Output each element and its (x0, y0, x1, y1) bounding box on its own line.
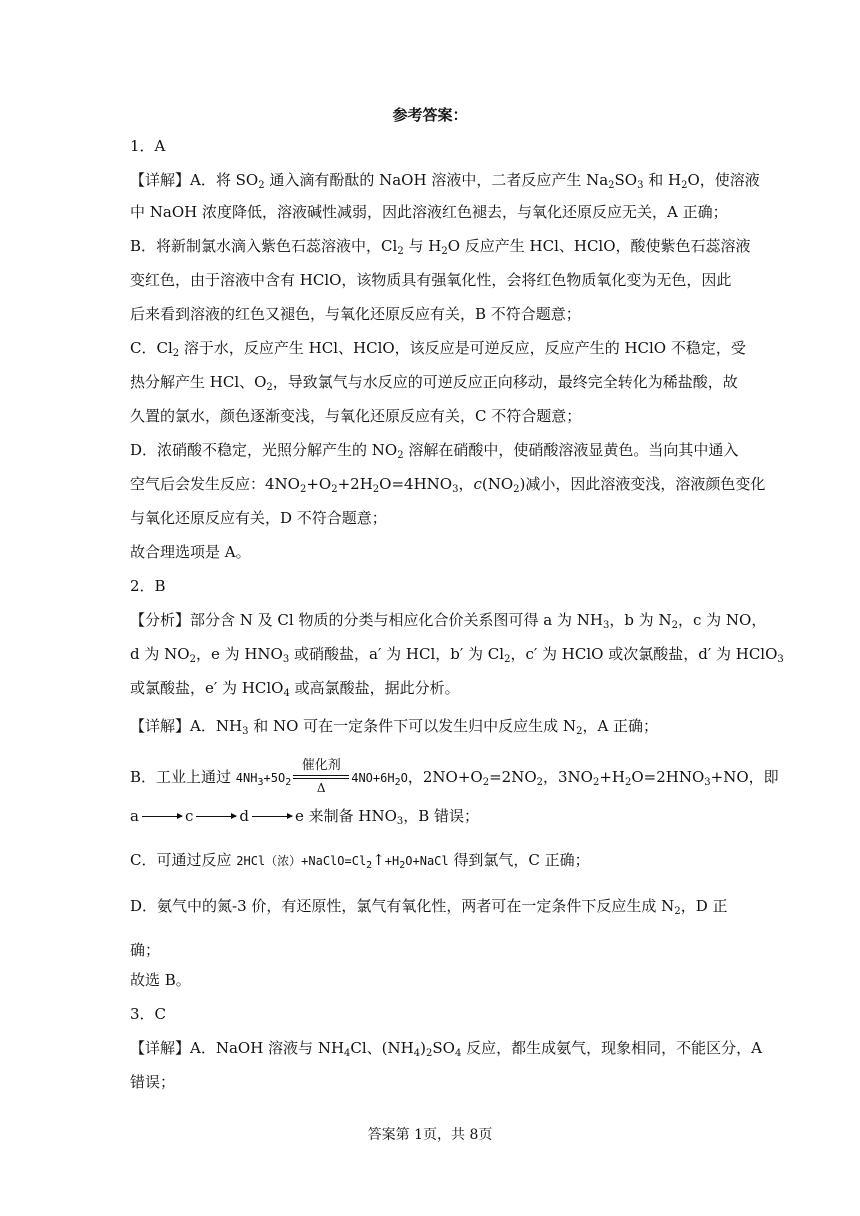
q2-detail-b: B．工业上通过 $4NH_3+5O_2$ 催化剂 Δ $4NO+6H_2O$，$2NO+O_2=2NO_2$，$3NO_2+H_2O=2HNO_3+NO$，即 (130, 758, 779, 795)
q1-line-4: 变红色，由于溶液中含有 HClO，该物质具有强氧化性，会将红色物质氧化变为无色，因此 (130, 271, 732, 289)
q1-line-6: C．$Cl_2$ 溶于水，反应产生 HCl、HClO，该反应是可逆反应，反应产生的 HClO 不稳定，受 (130, 339, 746, 359)
q1-line-5: 后来看到溶液的红色又褪色，与氧化还原反应有关，B 不符合题意； (130, 305, 581, 323)
q2-detail-b-2: a c d e 来制备 $HNO_3$，B 错误； (130, 807, 480, 827)
q2-analysis-3: 或氯酸盐，e′ 为 HClO$_4$ 或高氯酸盐，据此分析。 (130, 679, 460, 699)
q2-answer: 2．B (130, 577, 166, 595)
arrow-icon (252, 816, 292, 817)
catalyst-condition: 催化剂 Δ (293, 760, 349, 790)
q1-line-3: B．将新制氯水滴入紫色石蕊溶液中，$Cl_2$ 与 $H_2O$ 反应产生 HCl、HClO，酸使紫色石蕊溶液 (130, 237, 751, 257)
q2-analysis-1: 【分析】部分含 N 及 Cl 物质的分类与相应化合价关系图可得 a 为 $NH_3$，b 为 $N_2$，c 为 NO， (130, 611, 767, 631)
arrow-icon (196, 816, 236, 817)
page-title: 参考答案： (392, 106, 468, 124)
q2-detail-a: 【详解】A．$NH_3$ 和 NO 可在一定条件下可以发生归中反应生成 $N_2$，A 正确； (130, 717, 659, 737)
q1-line-10: 空气后会发生反应：$4NO_2+O_2+2H_2O=4HNO_3$，$c(NO_2)$减小，因此溶液变浅，溶液颜色变化 (130, 475, 766, 495)
q3-line-2: 错误； (130, 1073, 176, 1091)
q1-line-12: 故合理选项是 A。 (130, 543, 251, 561)
q1-line-11: 与氧化还原反应有关，D 不符合题意； (130, 509, 387, 527)
q1-line-1: 【详解】A．将 $SO_2$ 通入滴有酚酞的 NaOH 溶液中，二者反应产生 $Na_2SO_3$ 和 $H_2O$，使溶液 (130, 171, 760, 191)
q3-answer: 3．C (130, 1005, 167, 1023)
q3-line-1: 【详解】A．NaOH 溶液与 $NH_4Cl$、$(NH_4)_2SO_4$ 反应，都生成氨气，现象相同，不能区分，A (130, 1039, 762, 1059)
q1-line-9: D．浓硝酸不稳定，光照分解产生的 $NO_2$ 溶解在硝酸中，使硝酸溶液显黄色。当向其中通入 (130, 441, 739, 461)
q1-line-7: 热分解产生 HCl、$O_2$，导致氯气与水反应的可逆反应正向移动，最终完全转化为稀盐酸，故 (130, 373, 738, 393)
q2-detail-d-2: 确； (130, 941, 161, 959)
q1-line-8: 久置的氯水，颜色逐渐变浅，与氧化还原反应有关，C 不符合题意； (130, 407, 582, 425)
q2-detail-d: D．氨气中的氮-3 价，有还原性，氯气有氧化性，两者可在一定条件下反应生成 $N_2$，D 正 (130, 897, 728, 917)
q1-line-2: 中 NaOH 浓度降低，溶液碱性减弱，因此溶液红色褪去，与氧化还原反应无关，A 正确； (130, 203, 728, 221)
q1-answer: 1．A (130, 137, 166, 155)
arrow-icon (142, 816, 182, 817)
q2-detail-c: C．可通过反应 2HCl（浓）$+NaClO=Cl_2↑+H_2O+NaCl$ 得到氯气，C 正确； (130, 851, 590, 871)
page-footer: 答案第 1页，共 8页 (367, 1127, 493, 1143)
q2-analysis-2: d 为 $NO_2$，e 为 $HNO_3$ 或硝酸盐，a′ 为 HCl，b′ 为 $Cl_2$，c′ 为 HClO 或次氯酸盐，d′ 为 HClO$_3$ (130, 645, 784, 665)
q2-conclusion: 故选 B。 (130, 971, 191, 989)
